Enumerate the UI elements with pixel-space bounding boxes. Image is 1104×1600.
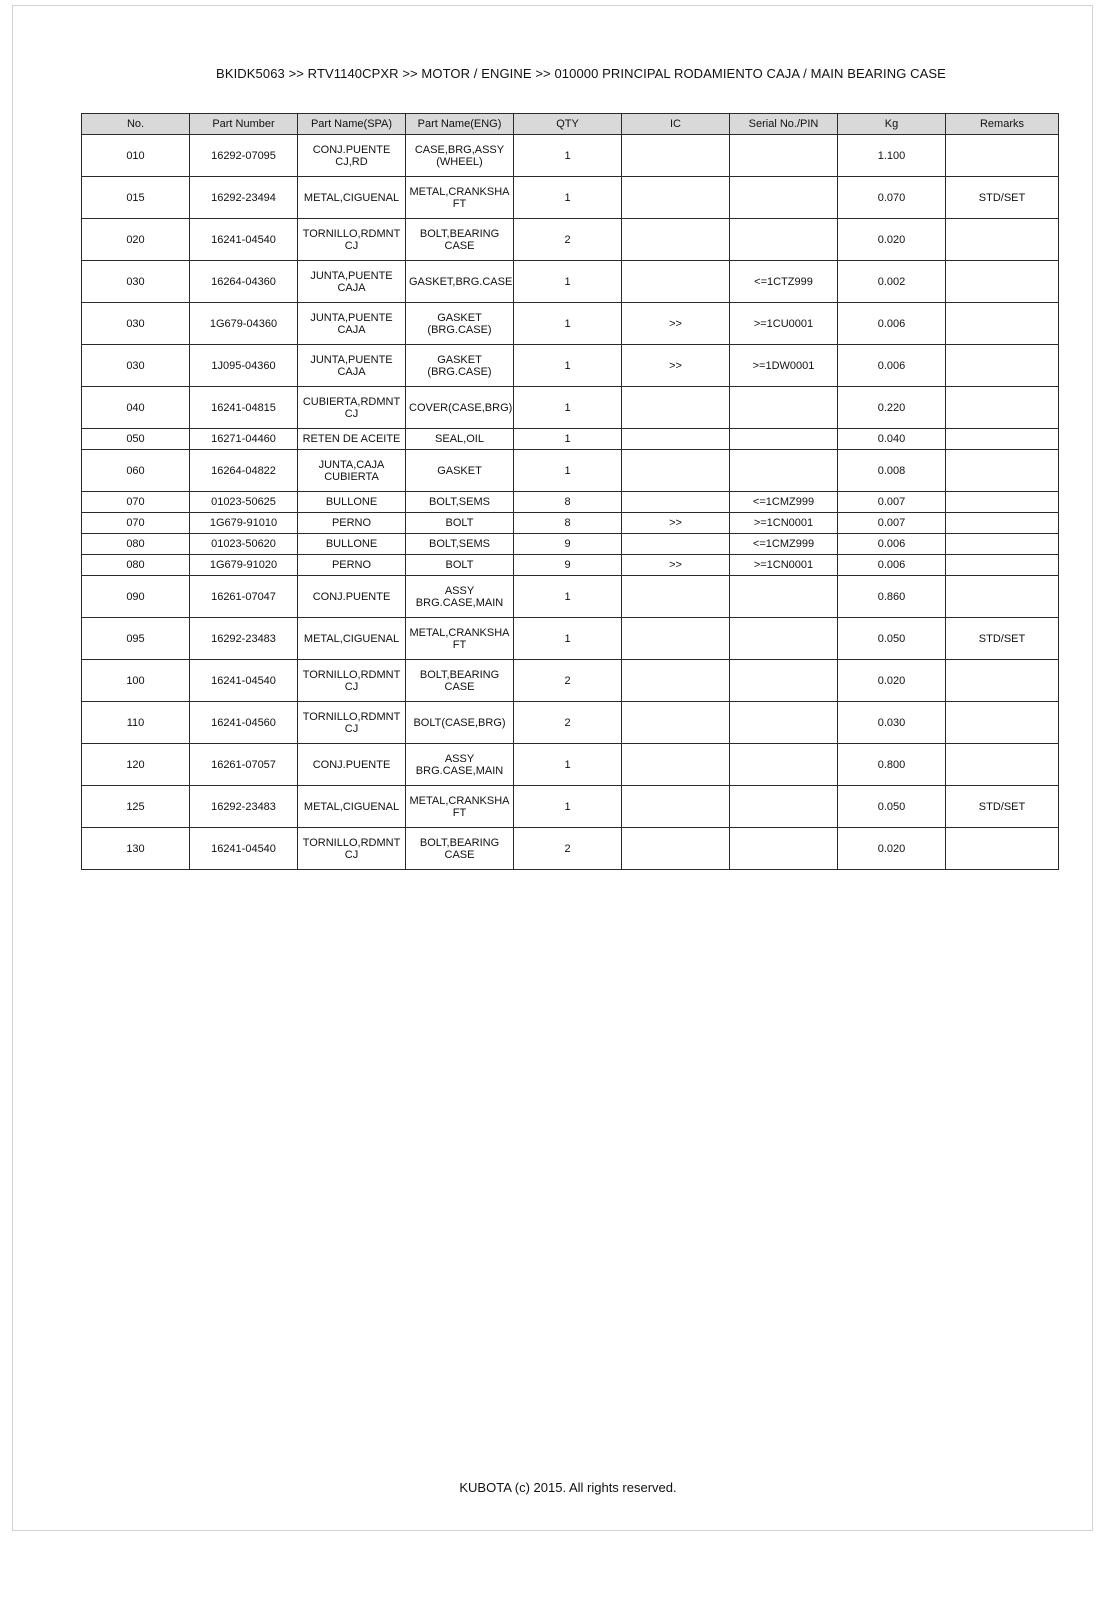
cell-serial bbox=[730, 135, 838, 177]
table-row bbox=[82, 660, 1059, 702]
cell-part-number: 01023-50625 bbox=[190, 492, 298, 513]
cell-ic bbox=[622, 786, 730, 828]
cell-ic bbox=[622, 744, 730, 786]
cell-part-name-eng: BOLT(CASE,BRG) bbox=[406, 702, 514, 744]
cell-remarks bbox=[946, 492, 1059, 513]
cell-remarks bbox=[946, 744, 1059, 786]
cell-kg: 0.006 bbox=[838, 303, 946, 345]
table-row bbox=[82, 492, 1059, 513]
cell-qty: 9 bbox=[514, 534, 622, 555]
cell-part-name-eng: BOLT,BEARING CASE bbox=[406, 828, 514, 870]
cell-part-name-spa: CONJ.PUENTE bbox=[298, 576, 406, 618]
column-header-qty: QTY bbox=[514, 114, 622, 135]
cell-ic bbox=[622, 135, 730, 177]
cell-part-number: 16271-04460 bbox=[190, 429, 298, 450]
cell-no: 010 bbox=[82, 135, 190, 177]
cell-qty: 2 bbox=[514, 702, 622, 744]
cell-part-number: 16261-07047 bbox=[190, 576, 298, 618]
column-header-remarks: Remarks bbox=[946, 114, 1059, 135]
cell-kg: 0.860 bbox=[838, 576, 946, 618]
cell-ic bbox=[622, 219, 730, 261]
cell-part-name-eng: GASKET (BRG.CASE) bbox=[406, 303, 514, 345]
cell-no: 030 bbox=[82, 345, 190, 387]
cell-part-number: 16292-23483 bbox=[190, 786, 298, 828]
cell-no: 090 bbox=[82, 576, 190, 618]
cell-part-name-eng: GASKET,BRG.CASE bbox=[406, 261, 514, 303]
cell-ic bbox=[622, 429, 730, 450]
cell-no: 110 bbox=[82, 702, 190, 744]
cell-part-name-spa: JUNTA,PUENTE CAJA bbox=[298, 345, 406, 387]
cell-remarks bbox=[946, 261, 1059, 303]
cell-no: 020 bbox=[82, 219, 190, 261]
cell-part-number: 16292-23483 bbox=[190, 618, 298, 660]
cell-ic: >> bbox=[622, 555, 730, 576]
cell-kg: 0.070 bbox=[838, 177, 946, 219]
cell-qty: 1 bbox=[514, 303, 622, 345]
cell-serial: <=1CMZ999 bbox=[730, 492, 838, 513]
cell-part-name-spa: METAL,CIGUENAL bbox=[298, 618, 406, 660]
cell-no: 095 bbox=[82, 618, 190, 660]
cell-qty: 9 bbox=[514, 555, 622, 576]
cell-part-name-eng: GASKET bbox=[406, 450, 514, 492]
cell-part-name-eng: GASKET (BRG.CASE) bbox=[406, 345, 514, 387]
cell-ic bbox=[622, 660, 730, 702]
cell-qty: 2 bbox=[514, 660, 622, 702]
cell-remarks bbox=[946, 702, 1059, 744]
cell-qty: 1 bbox=[514, 450, 622, 492]
cell-kg: 0.007 bbox=[838, 513, 946, 534]
column-header-serial: Serial No./PIN bbox=[730, 114, 838, 135]
cell-part-number: 16241-04815 bbox=[190, 387, 298, 429]
table-row bbox=[82, 828, 1059, 870]
cell-part-name-spa: CONJ.PUENTE CJ,RD bbox=[298, 135, 406, 177]
cell-serial bbox=[730, 429, 838, 450]
cell-ic bbox=[622, 534, 730, 555]
cell-part-name-eng: BOLT,SEMS bbox=[406, 492, 514, 513]
cell-part-name-spa: TORNILLO,RDMNT CJ bbox=[298, 219, 406, 261]
cell-serial bbox=[730, 219, 838, 261]
cell-part-name-spa: TORNILLO,RDMNT CJ bbox=[298, 660, 406, 702]
cell-ic bbox=[622, 450, 730, 492]
table-row bbox=[82, 177, 1059, 219]
cell-part-name-spa: PERNO bbox=[298, 555, 406, 576]
cell-serial bbox=[730, 576, 838, 618]
cell-ic: >> bbox=[622, 345, 730, 387]
cell-serial bbox=[730, 177, 838, 219]
cell-qty: 1 bbox=[514, 177, 622, 219]
cell-part-name-spa: JUNTA,CAJA CUBIERTA bbox=[298, 450, 406, 492]
cell-qty: 1 bbox=[514, 135, 622, 177]
cell-no: 070 bbox=[82, 513, 190, 534]
cell-part-name-eng: SEAL,OIL bbox=[406, 429, 514, 450]
cell-serial bbox=[730, 744, 838, 786]
cell-serial: <=1CTZ999 bbox=[730, 261, 838, 303]
cell-kg: 0.040 bbox=[838, 429, 946, 450]
cell-part-name-eng: BOLT,BEARING CASE bbox=[406, 660, 514, 702]
cell-ic bbox=[622, 702, 730, 744]
cell-kg: 0.020 bbox=[838, 660, 946, 702]
table-row bbox=[82, 786, 1059, 828]
cell-part-number: 1J095-04360 bbox=[190, 345, 298, 387]
cell-serial bbox=[730, 828, 838, 870]
cell-remarks bbox=[946, 513, 1059, 534]
cell-part-name-eng: METAL,CRANKSHA FT bbox=[406, 177, 514, 219]
cell-part-number: 01023-50620 bbox=[190, 534, 298, 555]
cell-serial: >=1DW0001 bbox=[730, 345, 838, 387]
cell-part-name-eng: CASE,BRG,ASSY (WHEEL) bbox=[406, 135, 514, 177]
cell-remarks bbox=[946, 450, 1059, 492]
cell-part-name-eng: BOLT bbox=[406, 555, 514, 576]
cell-qty: 1 bbox=[514, 261, 622, 303]
cell-remarks bbox=[946, 555, 1059, 576]
cell-part-name-spa: TORNILLO,RDMNT CJ bbox=[298, 702, 406, 744]
table-row bbox=[82, 429, 1059, 450]
page-title: BKIDK5063 >> RTV1140CPXR >> MOTOR / ENGINE >> 010000 PRINCIPAL RODAMIENTO CAJA / MAIN BEARING CASE bbox=[216, 66, 946, 81]
cell-part-name-spa: CONJ.PUENTE bbox=[298, 744, 406, 786]
cell-remarks bbox=[946, 660, 1059, 702]
table-row bbox=[82, 135, 1059, 177]
cell-part-number: 16261-07057 bbox=[190, 744, 298, 786]
cell-remarks bbox=[946, 219, 1059, 261]
cell-no: 080 bbox=[82, 534, 190, 555]
cell-ic bbox=[622, 177, 730, 219]
cell-part-name-spa: CUBIERTA,RDMNT CJ bbox=[298, 387, 406, 429]
table-row bbox=[82, 618, 1059, 660]
cell-serial: >=1CU0001 bbox=[730, 303, 838, 345]
cell-ic bbox=[622, 828, 730, 870]
cell-ic bbox=[622, 261, 730, 303]
cell-qty: 1 bbox=[514, 345, 622, 387]
cell-no: 100 bbox=[82, 660, 190, 702]
cell-ic bbox=[622, 576, 730, 618]
cell-part-number: 16264-04822 bbox=[190, 450, 298, 492]
column-header-ic: IC bbox=[622, 114, 730, 135]
column-header-part-number: Part Number bbox=[190, 114, 298, 135]
cell-serial: >=1CN0001 bbox=[730, 555, 838, 576]
cell-no: 120 bbox=[82, 744, 190, 786]
column-header-kg: Kg bbox=[838, 114, 946, 135]
column-header-part-name-eng: Part Name(ENG) bbox=[406, 114, 514, 135]
cell-remarks bbox=[946, 135, 1059, 177]
cell-remarks: STD/SET bbox=[946, 618, 1059, 660]
table-row bbox=[82, 387, 1059, 429]
cell-part-name-spa: RETEN DE ACEITE bbox=[298, 429, 406, 450]
cell-remarks bbox=[946, 303, 1059, 345]
cell-qty: 1 bbox=[514, 387, 622, 429]
column-header-no: No. bbox=[82, 114, 190, 135]
parts-table-body bbox=[82, 135, 1059, 870]
cell-remarks: STD/SET bbox=[946, 786, 1059, 828]
cell-serial: >=1CN0001 bbox=[730, 513, 838, 534]
cell-no: 070 bbox=[82, 492, 190, 513]
table-header-row bbox=[82, 114, 1059, 135]
table-row bbox=[82, 261, 1059, 303]
cell-ic bbox=[622, 618, 730, 660]
table-row bbox=[82, 513, 1059, 534]
cell-serial bbox=[730, 387, 838, 429]
cell-part-name-eng: BOLT,SEMS bbox=[406, 534, 514, 555]
cell-qty: 1 bbox=[514, 618, 622, 660]
cell-part-name-eng: ASSY BRG.CASE,MAIN bbox=[406, 576, 514, 618]
cell-no: 080 bbox=[82, 555, 190, 576]
cell-no: 050 bbox=[82, 429, 190, 450]
cell-part-number: 1G679-04360 bbox=[190, 303, 298, 345]
cell-part-number: 16264-04360 bbox=[190, 261, 298, 303]
cell-kg: 0.006 bbox=[838, 534, 946, 555]
cell-ic: >> bbox=[622, 513, 730, 534]
cell-serial bbox=[730, 786, 838, 828]
cell-remarks bbox=[946, 429, 1059, 450]
cell-ic bbox=[622, 492, 730, 513]
cell-part-name-eng: METAL,CRANKSHA FT bbox=[406, 618, 514, 660]
cell-part-name-eng: COVER(CASE,BRG) bbox=[406, 387, 514, 429]
cell-no: 060 bbox=[82, 450, 190, 492]
cell-kg: 0.020 bbox=[838, 219, 946, 261]
cell-kg: 0.030 bbox=[838, 702, 946, 744]
table-row bbox=[82, 744, 1059, 786]
cell-serial bbox=[730, 660, 838, 702]
table-row bbox=[82, 450, 1059, 492]
cell-no: 030 bbox=[82, 261, 190, 303]
cell-part-number: 16241-04540 bbox=[190, 828, 298, 870]
table-row bbox=[82, 576, 1059, 618]
cell-part-name-eng: ASSY BRG.CASE,MAIN bbox=[406, 744, 514, 786]
cell-remarks bbox=[946, 534, 1059, 555]
cell-part-name-eng: BOLT,BEARING CASE bbox=[406, 219, 514, 261]
cell-serial bbox=[730, 450, 838, 492]
cell-no: 125 bbox=[82, 786, 190, 828]
cell-kg: 0.002 bbox=[838, 261, 946, 303]
cell-part-name-spa: METAL,CIGUENAL bbox=[298, 786, 406, 828]
cell-qty: 1 bbox=[514, 429, 622, 450]
cell-no: 015 bbox=[82, 177, 190, 219]
cell-qty: 1 bbox=[514, 576, 622, 618]
cell-remarks bbox=[946, 345, 1059, 387]
cell-kg: 0.220 bbox=[838, 387, 946, 429]
cell-serial bbox=[730, 618, 838, 660]
cell-part-name-eng: METAL,CRANKSHA FT bbox=[406, 786, 514, 828]
cell-part-name-spa: BULLONE bbox=[298, 534, 406, 555]
cell-qty: 1 bbox=[514, 744, 622, 786]
cell-kg: 0.800 bbox=[838, 744, 946, 786]
cell-qty: 2 bbox=[514, 828, 622, 870]
cell-qty: 8 bbox=[514, 492, 622, 513]
cell-kg: 0.008 bbox=[838, 450, 946, 492]
table-row bbox=[82, 702, 1059, 744]
cell-kg: 0.050 bbox=[838, 618, 946, 660]
parts-table bbox=[81, 113, 1059, 870]
cell-part-name-spa: METAL,CIGUENAL bbox=[298, 177, 406, 219]
cell-serial bbox=[730, 702, 838, 744]
cell-remarks bbox=[946, 828, 1059, 870]
cell-part-number: 16241-04540 bbox=[190, 219, 298, 261]
cell-kg: 0.007 bbox=[838, 492, 946, 513]
table-row bbox=[82, 534, 1059, 555]
cell-ic bbox=[622, 387, 730, 429]
table-row bbox=[82, 303, 1059, 345]
cell-part-name-spa: BULLONE bbox=[298, 492, 406, 513]
cell-kg: 0.006 bbox=[838, 345, 946, 387]
cell-kg: 0.020 bbox=[838, 828, 946, 870]
cell-qty: 1 bbox=[514, 786, 622, 828]
table-row bbox=[82, 555, 1059, 576]
cell-part-number: 1G679-91010 bbox=[190, 513, 298, 534]
cell-part-name-eng: BOLT bbox=[406, 513, 514, 534]
column-header-part-name-spa: Part Name(SPA) bbox=[298, 114, 406, 135]
cell-no: 040 bbox=[82, 387, 190, 429]
cell-part-number: 1G679-91020 bbox=[190, 555, 298, 576]
cell-part-name-spa: TORNILLO,RDMNT CJ bbox=[298, 828, 406, 870]
copyright-footer: KUBOTA (c) 2015. All rights reserved. bbox=[459, 1480, 677, 1495]
cell-no: 030 bbox=[82, 303, 190, 345]
cell-part-number: 16292-07095 bbox=[190, 135, 298, 177]
table-row bbox=[82, 219, 1059, 261]
cell-part-number: 16292-23494 bbox=[190, 177, 298, 219]
cell-part-name-spa: JUNTA,PUENTE CAJA bbox=[298, 303, 406, 345]
cell-kg: 0.050 bbox=[838, 786, 946, 828]
cell-qty: 2 bbox=[514, 219, 622, 261]
cell-remarks: STD/SET bbox=[946, 177, 1059, 219]
cell-serial: <=1CMZ999 bbox=[730, 534, 838, 555]
cell-part-name-spa: PERNO bbox=[298, 513, 406, 534]
cell-kg: 1.100 bbox=[838, 135, 946, 177]
cell-part-number: 16241-04540 bbox=[190, 660, 298, 702]
table-row bbox=[82, 345, 1059, 387]
cell-no: 130 bbox=[82, 828, 190, 870]
cell-part-name-spa: JUNTA,PUENTE CAJA bbox=[298, 261, 406, 303]
cell-part-number: 16241-04560 bbox=[190, 702, 298, 744]
cell-qty: 8 bbox=[514, 513, 622, 534]
cell-kg: 0.006 bbox=[838, 555, 946, 576]
cell-remarks bbox=[946, 576, 1059, 618]
cell-remarks bbox=[946, 387, 1059, 429]
cell-ic: >> bbox=[622, 303, 730, 345]
